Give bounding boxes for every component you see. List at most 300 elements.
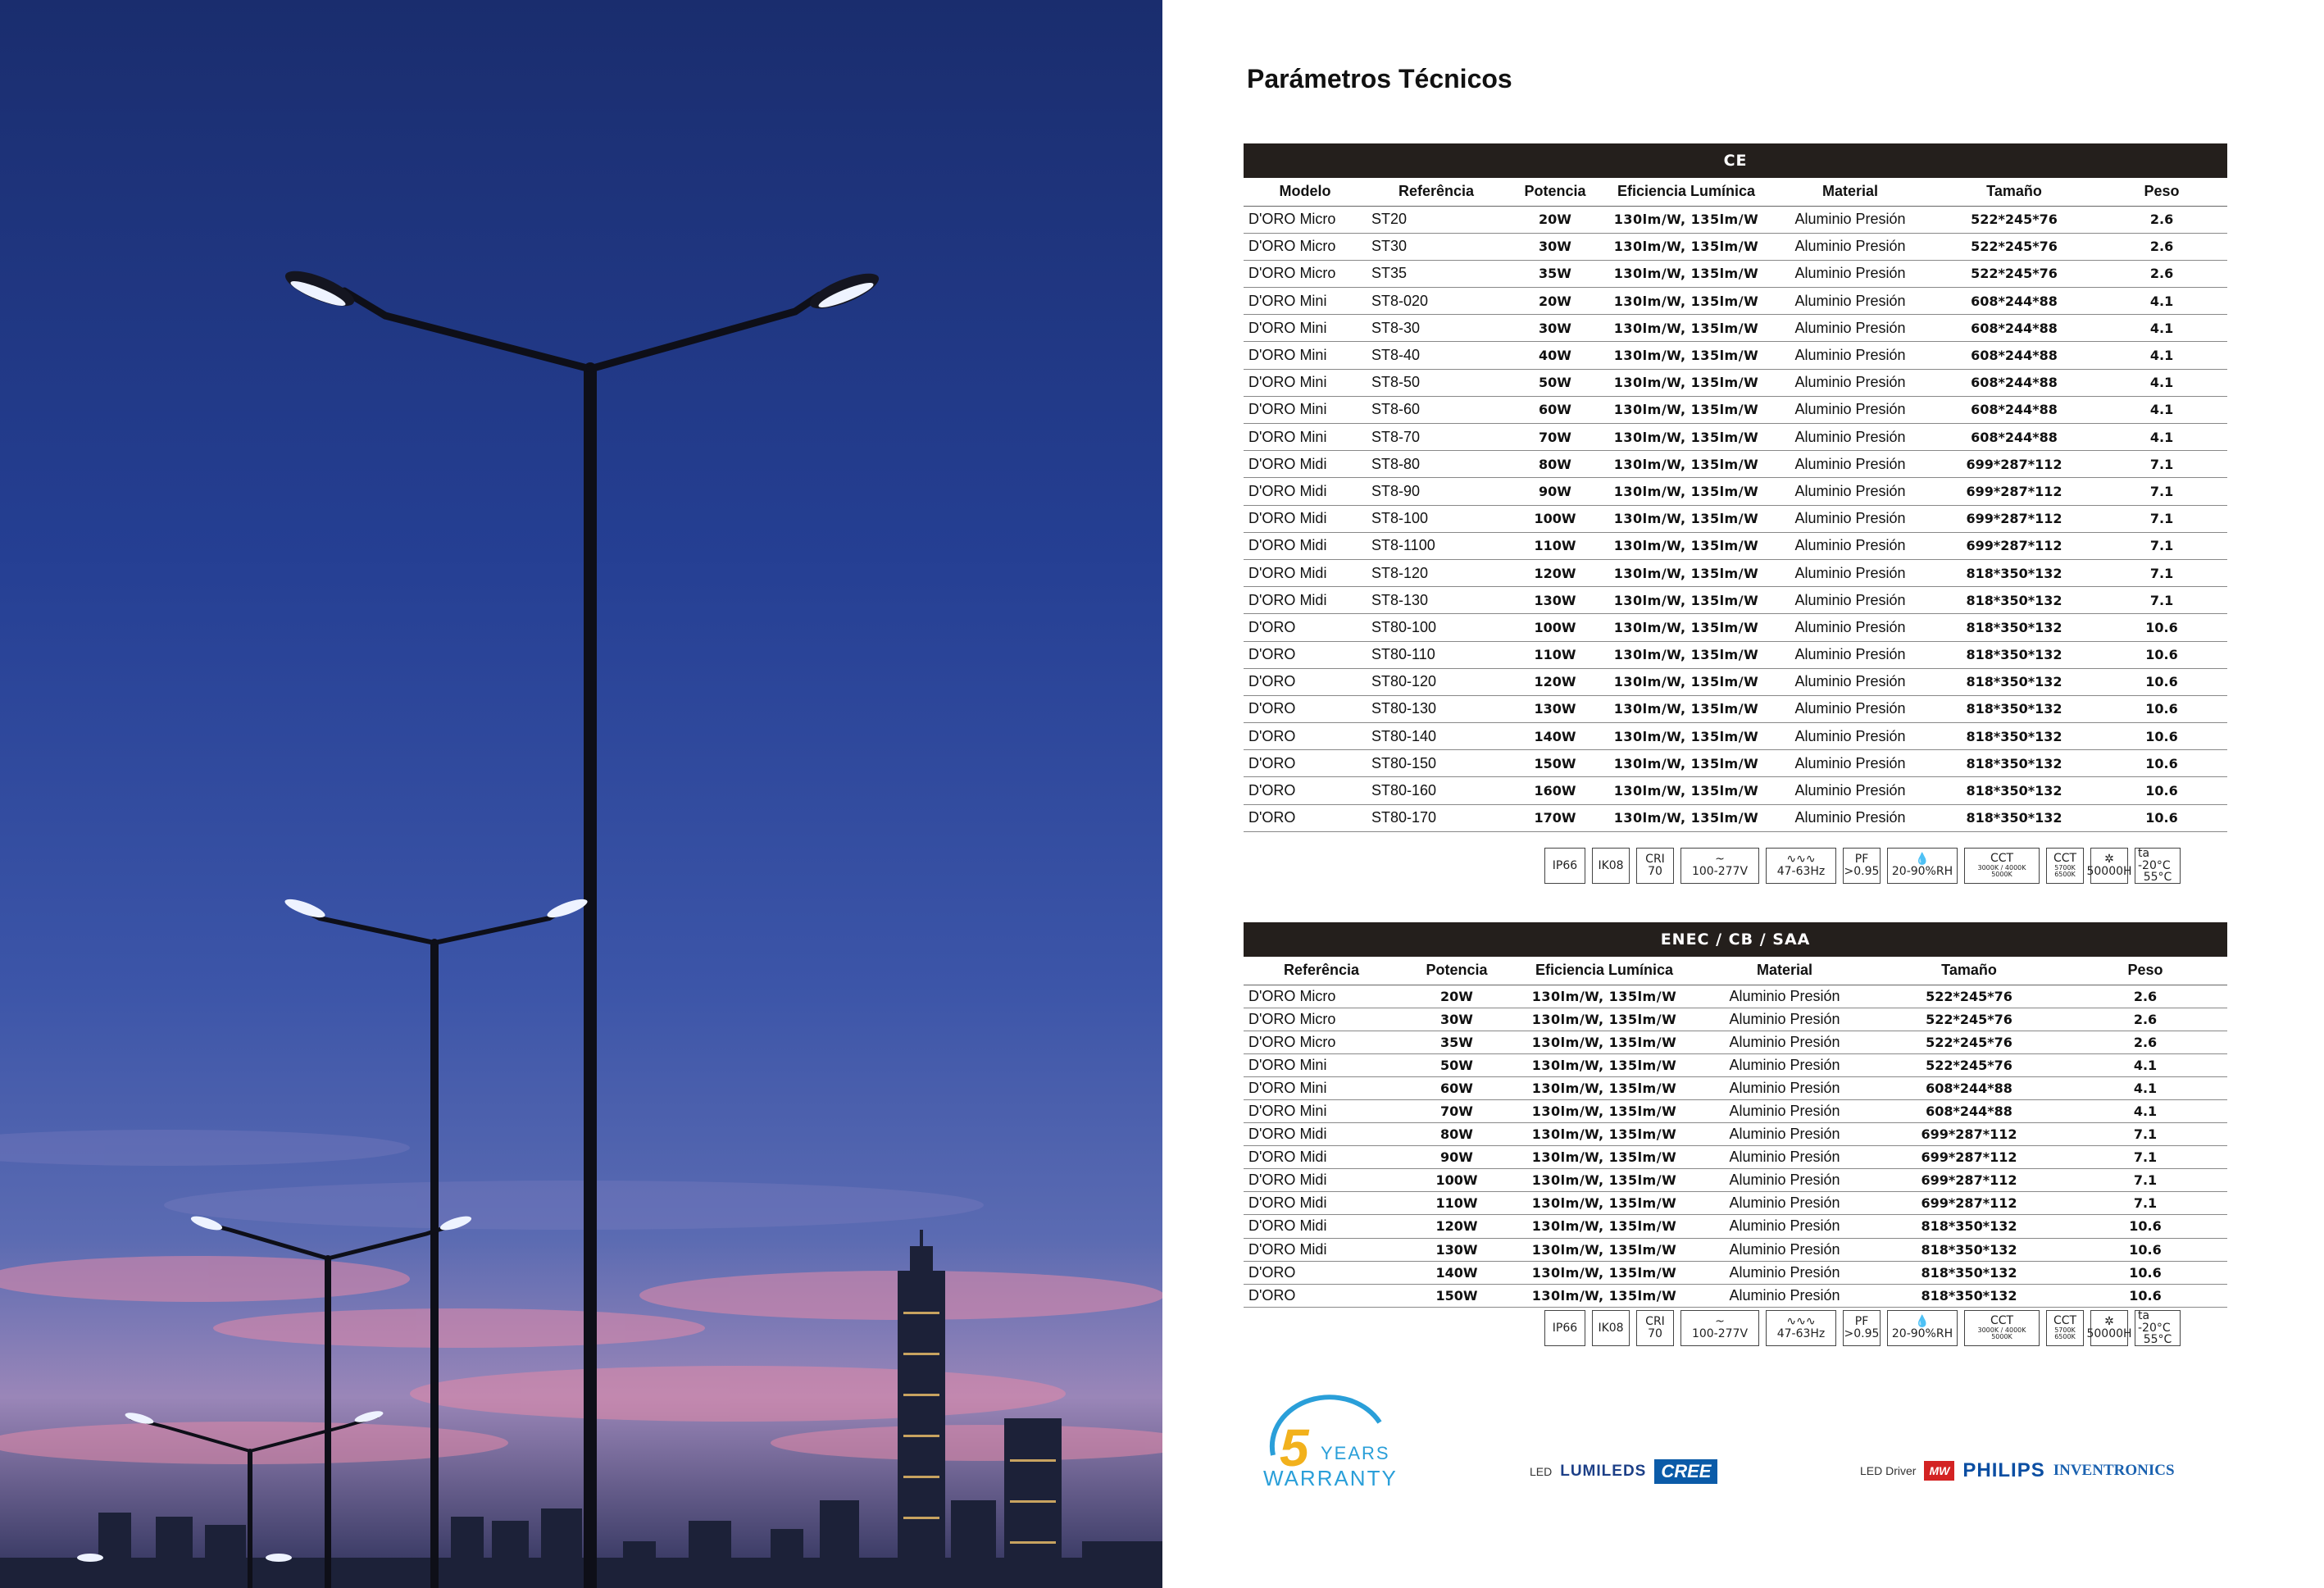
table-cell: D'ORO Midi <box>1244 1192 1399 1215</box>
table-cell: 50W <box>1399 1053 1514 1076</box>
table-cell: 7.1 <box>2063 1169 2227 1192</box>
table-cell: 608*244*88 <box>1875 1076 2063 1099</box>
table-cell: Aluminio Presión <box>1694 985 1875 1008</box>
table-cell: ST80-130 <box>1367 695 1506 722</box>
table-cell: 130lm/W, 135lm/W <box>1604 478 1768 505</box>
table-cell: 110W <box>1506 641 1604 668</box>
column-header: Peso <box>2096 178 2227 206</box>
icon-text: ~ <box>1715 1315 1725 1329</box>
frequency-icon <box>1766 848 1836 884</box>
table-cell: 818*350*132 <box>1875 1261 2063 1284</box>
table-cell: D'ORO Micro <box>1244 233 1367 260</box>
cct-alt-icon <box>2046 1310 2084 1346</box>
table-cell: D'ORO <box>1244 668 1367 695</box>
icon-text: ta -20°C <box>2138 1308 2171 1335</box>
spec-page <box>1162 0 2324 1588</box>
table-cell: ST8-1100 <box>1367 532 1506 559</box>
table-cell: ST8-50 <box>1367 369 1506 396</box>
table-cell: Aluminio Presión <box>1768 532 1932 559</box>
icon-text: PF <box>1854 853 1869 867</box>
table-cell: 130lm/W, 135lm/W <box>1514 1146 1694 1169</box>
voltage-icon <box>1680 1310 1759 1346</box>
table-cell: 130lm/W, 135lm/W <box>1604 288 1768 315</box>
table-cell: 130lm/W, 135lm/W <box>1604 315 1768 342</box>
table-cell: 130lm/W, 135lm/W <box>1604 451 1768 478</box>
table-cell: 818*350*132 <box>1932 614 2096 641</box>
table-row <box>1244 614 2227 641</box>
table-cell: D'ORO Midi <box>1244 1215 1399 1238</box>
table-cell: Aluminio Presión <box>1694 1169 1875 1192</box>
warranty-badge <box>1257 1394 1421 1500</box>
table-cell: ST20 <box>1367 206 1506 233</box>
table-cell: 130lm/W, 135lm/W <box>1604 260 1768 287</box>
table-row <box>1244 668 2227 695</box>
table-cell: ST8-80 <box>1367 451 1506 478</box>
table-cell: 100W <box>1399 1169 1514 1192</box>
icon-text: 💧 <box>1915 1315 1930 1329</box>
ik08-icon <box>1592 1310 1630 1346</box>
pf-icon <box>1843 848 1881 884</box>
table-cell: Aluminio Presión <box>1768 559 1932 586</box>
table-cell: 50W <box>1506 369 1604 396</box>
table-cell: 80W <box>1506 451 1604 478</box>
cct-icon <box>1964 1310 2040 1346</box>
temperature-icon <box>2135 1310 2181 1346</box>
table-cell: 150W <box>1399 1284 1514 1307</box>
table-cell: 140W <box>1506 723 1604 750</box>
table-row <box>1244 1008 2227 1031</box>
led-label: LED <box>1530 1465 1553 1478</box>
table-cell: 818*350*132 <box>1932 723 2096 750</box>
table-cell: 60W <box>1399 1076 1514 1099</box>
table-cell: 10.6 <box>2096 750 2227 777</box>
pf-icon <box>1843 1310 1881 1346</box>
table-row <box>1244 1238 2227 1261</box>
page-title: Parámetros Técnicos <box>1247 64 1512 93</box>
table-cell: ST8-100 <box>1367 505 1506 532</box>
table-cell: ST8-30 <box>1367 315 1506 342</box>
table-cell: Aluminio Presión <box>1694 1284 1875 1307</box>
table-cell: Aluminio Presión <box>1768 315 1932 342</box>
table-cell: Aluminio Presión <box>1768 260 1932 287</box>
table-cell: 35W <box>1399 1031 1514 1053</box>
ce-spec-icons <box>1544 848 2181 884</box>
table-cell: 7.1 <box>2096 559 2227 586</box>
table-cell: 130lm/W, 135lm/W <box>1514 1284 1694 1307</box>
table-cell: D'ORO <box>1244 1261 1399 1284</box>
table-row <box>1244 260 2227 287</box>
icon-text: CRI <box>1645 853 1665 867</box>
table-cell: D'ORO <box>1244 804 1367 831</box>
table-cell: D'ORO Mini <box>1244 424 1367 451</box>
table-row <box>1244 1053 2227 1076</box>
table-cell: Aluminio Presión <box>1768 369 1932 396</box>
ce-table-heading: CE <box>1244 143 2227 178</box>
column-header: Eficiencia Lumínica <box>1604 178 1768 206</box>
table-cell: 4.1 <box>2096 369 2227 396</box>
table-cell: D'ORO <box>1244 777 1367 804</box>
table-cell: 4.1 <box>2096 396 2227 423</box>
ce-spec-table <box>1244 143 2227 832</box>
table-cell: 120W <box>1506 559 1604 586</box>
table-cell: 522*245*76 <box>1932 206 2096 233</box>
table-row <box>1244 1261 2227 1284</box>
table-row <box>1244 695 2227 722</box>
table-cell: Aluminio Presión <box>1768 668 1932 695</box>
table-row <box>1244 288 2227 315</box>
table-row <box>1244 1076 2227 1099</box>
table-cell: 170W <box>1506 804 1604 831</box>
icon-text: 5000K <box>1991 871 2012 879</box>
table-cell: 130lm/W, 135lm/W <box>1604 532 1768 559</box>
table-cell: ST8-120 <box>1367 559 1506 586</box>
table-cell: 818*350*132 <box>1932 695 2096 722</box>
table-row <box>1244 451 2227 478</box>
table-cell: D'ORO <box>1244 695 1367 722</box>
column-header: Material <box>1694 957 1875 985</box>
table-cell: 10.6 <box>2096 641 2227 668</box>
table-cell: D'ORO Mini <box>1244 369 1367 396</box>
table-cell: 130lm/W, 135lm/W <box>1604 804 1768 831</box>
table-cell: Aluminio Presión <box>1694 1123 1875 1146</box>
table-cell: Aluminio Presión <box>1694 1146 1875 1169</box>
table-cell: 100W <box>1506 614 1604 641</box>
table-cell: 7.1 <box>2096 505 2227 532</box>
column-header: Peso <box>2063 957 2227 985</box>
table-cell: 10.6 <box>2096 614 2227 641</box>
table-cell: 4.1 <box>2063 1099 2227 1122</box>
humidity-icon <box>1887 848 1958 884</box>
icon-text: 50000H <box>2086 1327 2132 1340</box>
table-cell: ST80-150 <box>1367 750 1506 777</box>
table-cell: 130lm/W, 135lm/W <box>1514 985 1694 1008</box>
cct-icon <box>1964 848 2040 884</box>
cree-logo: CREE <box>1654 1459 1717 1484</box>
table-cell: Aluminio Presión <box>1694 1076 1875 1099</box>
icon-text: 20-90%RH <box>1891 1327 1953 1340</box>
table-row <box>1244 369 2227 396</box>
table-cell: 10.6 <box>2096 723 2227 750</box>
table-cell: 608*244*88 <box>1932 424 2096 451</box>
table-cell: 70W <box>1399 1099 1514 1122</box>
table-cell: 522*245*76 <box>1875 1053 2063 1076</box>
table-cell: 4.1 <box>2096 288 2227 315</box>
table-cell: ST80-110 <box>1367 641 1506 668</box>
table-cell: 608*244*88 <box>1932 315 2096 342</box>
table-row <box>1244 587 2227 614</box>
column-header: Potencia <box>1506 178 1604 206</box>
table-cell: 2.6 <box>2063 1031 2227 1053</box>
enec-table-body <box>1244 985 2227 1307</box>
enec-spec-icons <box>1544 1310 2181 1346</box>
table-row <box>1244 723 2227 750</box>
table-cell: 7.1 <box>2063 1192 2227 1215</box>
table-row <box>1244 396 2227 423</box>
table-cell: 818*350*132 <box>1932 668 2096 695</box>
table-cell: 40W <box>1506 342 1604 369</box>
table-row <box>1244 641 2227 668</box>
table-cell: 130lm/W, 135lm/W <box>1604 668 1768 695</box>
enec-table-header-row <box>1244 957 2227 985</box>
table-cell: ST80-120 <box>1367 668 1506 695</box>
table-cell: 130lm/W, 135lm/W <box>1604 424 1768 451</box>
frequency-icon <box>1766 1310 1836 1346</box>
table-cell: 818*350*132 <box>1875 1238 2063 1261</box>
table-row <box>1244 1099 2227 1122</box>
icon-text: IP66 <box>1552 1321 1578 1335</box>
table-row <box>1244 559 2227 586</box>
table-cell: 90W <box>1506 478 1604 505</box>
table-cell: 818*350*132 <box>1932 559 2096 586</box>
table-cell: 130lm/W, 135lm/W <box>1604 614 1768 641</box>
table-cell: 608*244*88 <box>1932 369 2096 396</box>
table-cell: 4.1 <box>2063 1076 2227 1099</box>
table-cell: 818*350*132 <box>1932 750 2096 777</box>
table-cell: 7.1 <box>2063 1123 2227 1146</box>
table-cell: 699*287*112 <box>1932 451 2096 478</box>
table-cell: Aluminio Presión <box>1768 342 1932 369</box>
table-cell: 10.6 <box>2096 695 2227 722</box>
table-cell: 608*244*88 <box>1932 288 2096 315</box>
table-cell: 10.6 <box>2096 777 2227 804</box>
table-row <box>1244 1123 2227 1146</box>
table-cell: D'ORO Mini <box>1244 1076 1399 1099</box>
table-cell: D'ORO <box>1244 750 1367 777</box>
warranty-years: YEARS <box>1321 1443 1390 1463</box>
table-cell: Aluminio Presión <box>1694 1031 1875 1053</box>
table-cell: 699*287*112 <box>1932 532 2096 559</box>
table-cell: Aluminio Presión <box>1768 614 1932 641</box>
table-cell: Aluminio Presión <box>1768 587 1932 614</box>
table-cell: Aluminio Presión <box>1768 777 1932 804</box>
table-cell: 2.6 <box>2096 233 2227 260</box>
table-row <box>1244 1169 2227 1192</box>
icon-text: CCT <box>2053 1314 2077 1328</box>
table-cell: 130lm/W, 135lm/W <box>1514 1123 1694 1146</box>
table-cell: 7.1 <box>2063 1146 2227 1169</box>
icon-text: 47-63Hz <box>1776 1327 1826 1340</box>
table-cell: D'ORO Midi <box>1244 451 1367 478</box>
table-cell: 818*350*132 <box>1875 1284 2063 1307</box>
table-cell: 130lm/W, 135lm/W <box>1604 777 1768 804</box>
table-cell: 30W <box>1506 233 1604 260</box>
column-header: Potencia <box>1399 957 1514 985</box>
icon-text: 5700K <box>2054 863 2076 871</box>
table-cell: D'ORO Midi <box>1244 1146 1399 1169</box>
cct-alt-icon <box>2046 848 2084 884</box>
icon-text: IK08 <box>1598 858 1624 872</box>
table-cell: 130lm/W, 135lm/W <box>1604 641 1768 668</box>
table-cell: 130W <box>1506 695 1604 722</box>
table-cell: D'ORO Micro <box>1244 260 1367 287</box>
table-cell: D'ORO Mini <box>1244 315 1367 342</box>
icon-text: 50000H <box>2086 865 2132 878</box>
column-header: Tamaño <box>1932 178 2096 206</box>
icon-text: 💧 <box>1915 853 1930 867</box>
icon-text: ✲ <box>2104 853 2114 867</box>
table-cell: 608*244*88 <box>1932 396 2096 423</box>
table-cell: 7.1 <box>2096 451 2227 478</box>
table-cell: Aluminio Presión <box>1768 478 1932 505</box>
table-cell: Aluminio Presión <box>1694 1008 1875 1031</box>
lifetime-icon <box>2086 848 2132 884</box>
ce-table-header-row <box>1244 178 2227 206</box>
column-header: Referência <box>1367 178 1506 206</box>
table-cell: Aluminio Presión <box>1768 396 1932 423</box>
icon-text: >0.95 <box>1844 865 1880 878</box>
icon-text: ta -20°C <box>2138 846 2171 872</box>
table-cell: 150W <box>1506 750 1604 777</box>
enec-spec-table <box>1244 922 2227 1308</box>
table-cell: 608*244*88 <box>1875 1099 2063 1122</box>
table-cell: D'ORO Midi <box>1244 587 1367 614</box>
table-cell: 20W <box>1506 288 1604 315</box>
table-row <box>1244 342 2227 369</box>
table-cell: 699*287*112 <box>1875 1192 2063 1215</box>
table-row <box>1244 750 2227 777</box>
table-cell: ST8-40 <box>1367 342 1506 369</box>
table-cell: 130lm/W, 135lm/W <box>1514 1008 1694 1031</box>
table-cell: 10.6 <box>2063 1284 2227 1307</box>
lifetime-icon <box>2086 1310 2132 1346</box>
table-cell: 130lm/W, 135lm/W <box>1604 587 1768 614</box>
ip66-icon <box>1544 848 1585 884</box>
table-cell: D'ORO Mini <box>1244 288 1367 315</box>
table-cell: D'ORO <box>1244 641 1367 668</box>
table-cell: 699*287*112 <box>1875 1123 2063 1146</box>
table-cell: 10.6 <box>2096 804 2227 831</box>
table-cell: ST35 <box>1367 260 1506 287</box>
column-header: Eficiencia Lumínica <box>1514 957 1694 985</box>
table-cell: 140W <box>1399 1261 1514 1284</box>
table-cell: 7.1 <box>2096 532 2227 559</box>
table-cell: ST80-160 <box>1367 777 1506 804</box>
table-cell: 130lm/W, 135lm/W <box>1604 369 1768 396</box>
table-cell: Aluminio Presión <box>1768 206 1932 233</box>
icon-text: CCT <box>2053 852 2077 866</box>
led-brand-logos <box>1530 1459 1717 1484</box>
table-cell: D'ORO Mini <box>1244 1053 1399 1076</box>
table-cell: 130lm/W, 135lm/W <box>1514 1031 1694 1053</box>
icon-text: 100-277V <box>1691 865 1749 878</box>
table-cell: Aluminio Presión <box>1768 723 1932 750</box>
icon-text: ~ <box>1715 853 1725 867</box>
table-cell: ST80-100 <box>1367 614 1506 641</box>
philips-logo: PHILIPS <box>1962 1459 2045 1481</box>
table-cell: D'ORO Midi <box>1244 559 1367 586</box>
enec-table-heading: ENEC / CB / SAA <box>1244 922 2227 957</box>
table-cell: 699*287*112 <box>1932 505 2096 532</box>
table-cell: 110W <box>1399 1192 1514 1215</box>
table-cell: Aluminio Presión <box>1768 233 1932 260</box>
table-cell: 130lm/W, 135lm/W <box>1514 1192 1694 1215</box>
table-cell: 130lm/W, 135lm/W <box>1604 505 1768 532</box>
lumileds-logo: LUMILEDS <box>1560 1463 1647 1480</box>
icon-text: ✲ <box>2104 1315 2114 1329</box>
table-cell: 130lm/W, 135lm/W <box>1604 695 1768 722</box>
table-row <box>1244 206 2227 233</box>
table-cell: ST30 <box>1367 233 1506 260</box>
table-cell: 130W <box>1506 587 1604 614</box>
table-cell: D'ORO Midi <box>1244 1238 1399 1261</box>
table-row <box>1244 1031 2227 1053</box>
table-cell: 2.6 <box>2096 206 2227 233</box>
table-row <box>1244 505 2227 532</box>
table-cell: 110W <box>1506 532 1604 559</box>
inventronics-logo: INVENTRONICS <box>2053 1462 2175 1479</box>
table-cell: 130lm/W, 135lm/W <box>1604 342 1768 369</box>
table-cell: 10.6 <box>2063 1261 2227 1284</box>
table-row <box>1244 532 2227 559</box>
table-cell: 20W <box>1399 985 1514 1008</box>
table-row <box>1244 315 2227 342</box>
warranty-text: WARRANTY <box>1263 1466 1398 1490</box>
table-cell: 130lm/W, 135lm/W <box>1514 1076 1694 1099</box>
icon-text: CCT <box>1990 852 2014 866</box>
table-cell: 130lm/W, 135lm/W <box>1604 396 1768 423</box>
icon-text: 100-277V <box>1691 1327 1749 1340</box>
table-cell: 120W <box>1399 1215 1514 1238</box>
table-cell: ST8-130 <box>1367 587 1506 614</box>
table-row <box>1244 1215 2227 1238</box>
cri-icon <box>1636 1310 1674 1346</box>
table-cell: 818*350*132 <box>1875 1215 2063 1238</box>
table-cell: 699*287*112 <box>1875 1146 2063 1169</box>
table-row <box>1244 1192 2227 1215</box>
icon-text: IP66 <box>1552 858 1578 872</box>
table-cell: 130lm/W, 135lm/W <box>1514 1215 1694 1238</box>
icon-text: PF <box>1854 1315 1869 1329</box>
table-cell: 70W <box>1506 424 1604 451</box>
icon-text: 55°C <box>2143 1333 2172 1347</box>
table-cell: Aluminio Presión <box>1768 804 1932 831</box>
table-cell: 60W <box>1506 396 1604 423</box>
table-cell: 130lm/W, 135lm/W <box>1604 233 1768 260</box>
warranty-number: 5 <box>1280 1418 1309 1477</box>
icon-text: 55°C <box>2143 871 2172 885</box>
table-cell: 699*287*112 <box>1875 1169 2063 1192</box>
table-cell: 10.6 <box>2096 668 2227 695</box>
table-cell: 130lm/W, 135lm/W <box>1604 206 1768 233</box>
table-cell: 4.1 <box>2096 315 2227 342</box>
table-cell: 2.6 <box>2096 260 2227 287</box>
icon-text: ∿∿∿ <box>1786 853 1816 867</box>
table-cell: Aluminio Presión <box>1768 505 1932 532</box>
table-cell: 10.6 <box>2063 1238 2227 1261</box>
icon-text: CCT <box>1990 1314 2014 1328</box>
table-cell: D'ORO <box>1244 614 1367 641</box>
column-header: Material <box>1768 178 1932 206</box>
table-cell: D'ORO Midi <box>1244 1169 1399 1192</box>
icon-text: 70 <box>1648 1327 1662 1340</box>
table-row <box>1244 1284 2227 1307</box>
table-cell: 2.6 <box>2063 1008 2227 1031</box>
table-cell: 818*350*132 <box>1932 777 2096 804</box>
table-cell: D'ORO Mini <box>1244 396 1367 423</box>
table-cell: ST80-140 <box>1367 723 1506 750</box>
icon-text: IK08 <box>1598 1321 1624 1335</box>
table-cell: Aluminio Presión <box>1694 1192 1875 1215</box>
table-cell: ST8-60 <box>1367 396 1506 423</box>
ce-table-body <box>1244 206 2227 831</box>
table-row <box>1244 777 2227 804</box>
table-cell: 699*287*112 <box>1932 478 2096 505</box>
table-cell: Aluminio Presión <box>1768 288 1932 315</box>
table-cell: 130W <box>1399 1238 1514 1261</box>
table-cell: Aluminio Presión <box>1768 695 1932 722</box>
table-cell: D'ORO Mini <box>1244 342 1367 369</box>
table-cell: Aluminio Presión <box>1768 424 1932 451</box>
